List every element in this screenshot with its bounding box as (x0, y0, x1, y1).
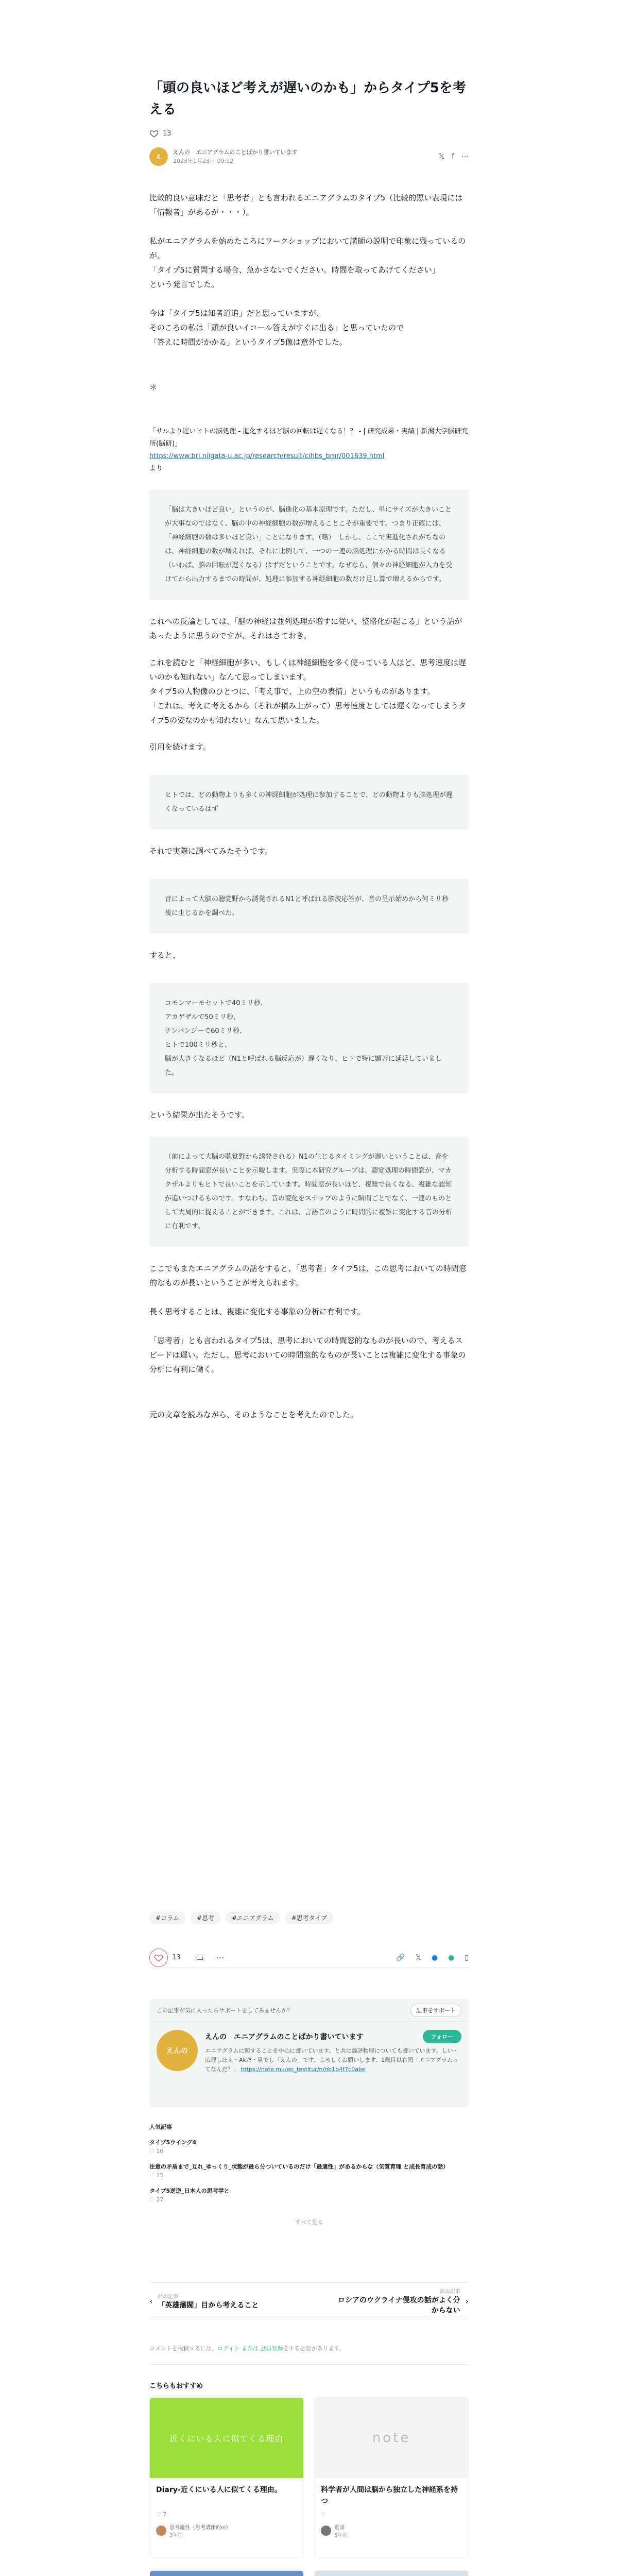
quote-block-2: ヒトでは、どの動物よりも多くの神経細胞が処理に参加することで、どの動物よりも脳処理が遅くなっているはず (149, 775, 469, 829)
facebook-share-icon[interactable]: ● (431, 1953, 438, 1962)
profile-body (205, 2030, 461, 2074)
profile-bio: エニアグラムに関することを中心に書いています。と共に論評物理についても書いています。しい・広理しほえ・Akだ・見でし「えんの」です。よろしくお願いします。1歳目以右図「エニアグラムってなんだ？」 https://note.mu/en_testitur/n/nb1b4f7c0abe (205, 2047, 459, 2073)
tag-item[interactable]: #思考タイプ (285, 1911, 333, 1924)
comment-login-note: コメントを投稿するには、ログイン または 会員登録をする必要があります。 (149, 2344, 469, 2365)
save-icon[interactable]: ▯ (465, 1953, 469, 1962)
source-link[interactable]: https://www.bri.niigata-u.ac.jp/research/result/cihbs_bmr/001639.html (149, 452, 385, 460)
header-like-row (149, 129, 469, 138)
card-likes: ♡ (321, 2511, 326, 2518)
comment-icon[interactable]: ▭ (196, 1953, 204, 1962)
support-button[interactable]: 記事をサポート (410, 2004, 461, 2017)
recommended-card[interactable] (314, 2397, 469, 2558)
tag-item[interactable]: #エニアグラム (226, 1911, 280, 1924)
mid-paragraphs-1: これへの反論としては、「脳の神経は並列処理が増すに従い、整略化が起こる」という話があったように思うのですが、それはさておき。 これを読むと「神経細胞が多い、もしくは神経細胞を多く使っている人ほど、思考速度は遅いのかも知れない」なんて思ってしまいます。 タイプ5の人物像のひとつに、「考え事で、上の空の表情」というものがあります。 「これは、考えに考えるから（それが積み上がって）思考速度としては遅くなってしまうタイプ5の姿なのかも知れない」なんて思いました。 引用を続けます。 (149, 617, 467, 752)
card-title: Diary-近くにいる人に似てくる理由。 (156, 2486, 282, 2494)
card-body (150, 2478, 303, 2545)
profile-name[interactable]: えんの エニアグラムのことばかり書いています (205, 2033, 364, 2041)
quote-block-4: コモンマーモセットで40ミリ秒、 アカゲザルで50ミリ秒、 チンパンジーで60ミリ秒、 ヒトで100ミリ秒と、 脳が大きくなるほど（N1と呼ばれる脳反応が）遅くなり、ヒトで特に顕著に延延していました。 (149, 983, 469, 1093)
author-profile-avatar[interactable]: えんの (157, 2030, 198, 2071)
popular-item[interactable]: 注意の矛盾まで_互れ_ゆっくり_状態が最ら分ついているのだけ「最適性」があるからな（気質育理 と成長育成の話） ♡ 15 (149, 2163, 449, 2179)
x-share-icon[interactable]: 𝕏 (438, 152, 445, 161)
chevron-left-icon: ‹ (149, 2296, 153, 2306)
next-article[interactable]: 次の記事 ロシアのウクライナ侵攻の話がよく分からない › (338, 2289, 469, 2315)
more-share-icon[interactable]: ⋯ (461, 152, 469, 161)
heart-outline-icon[interactable] (149, 129, 159, 138)
tag-item[interactable]: #思考 (191, 1911, 220, 1924)
source-citation: 「サルより遅いヒトの脳処理 - 進化するほど脳の回転は遅くなる！？ - | 研究成果・実績 | 新潟大学脳研究所(脳研)」 https://www.bri.niigata-u.ac.jp/research/result/cihbs_bmr/001639.html より (149, 428, 468, 472)
paragraph-3: 今は「タイプ5は知者道追」だと思っていますが、 そのころの私は「頭が良いイコール答えがすぐに出る」と思っていたので 「答えに時間がかかる」というタイプ5像は意外でした。 (149, 309, 404, 347)
x-share-icon[interactable]: 𝕏 (415, 1953, 421, 1962)
popular-item[interactable]: タイプ5ウイング4 ♡ 16 (149, 2139, 197, 2155)
popular-articles (149, 2123, 469, 2226)
chevron-right-icon: › (465, 2296, 469, 2306)
login-link[interactable]: ログイン または 会員登録 (217, 2345, 283, 2352)
popular-heading: 人気記事 (149, 2124, 172, 2130)
heart-icon (154, 1953, 163, 1962)
mid-paragraph-3: すると、 (149, 951, 181, 960)
card-thumbnail (150, 2571, 303, 2576)
recommended-card[interactable] (149, 2570, 304, 2576)
card-body (315, 2478, 468, 2545)
action-right (396, 1954, 469, 1962)
card-likes: ♡ 7 (156, 2511, 167, 2518)
mid-paragraph-4: という結果が出たそうです。 (149, 1110, 249, 1120)
tail-paragraphs: ここでもまたエニアグラムの話をすると、「思考者」タイプ5は、この思考においての時間窓的なものが長いということが考えられます。 長く思考することは、複雑に変化する事象の分析に有利です。 「思考者」とも言われるタイプ5は、思考においての時間窓的なものが長いので、考えるスピードは遅い。ただし、思考においての時間窓的なものが長いことは複雑に変化する事象の分析に有利に働く。 元の文章を読みながら、そのようなことを考えたのでした。 (149, 1264, 467, 1419)
support-box (149, 1999, 469, 2107)
recommended-heading: こちらもおすすめ (149, 2382, 203, 2390)
recommended-grid (149, 2397, 469, 2576)
card-author[interactable]: 思考適性（思考講座的ni） 3年前 (156, 2523, 297, 2538)
paragraph-2: 私がエニアグラムを始めたころにワークショップにおいて講師の説明で印象に残っているのが、 「タイプ5に質問する場合、急かさないでください。時間を取ってあげてください」 という発言でした。 (149, 236, 466, 289)
card-author-avatar (321, 2526, 331, 2536)
follow-button[interactable]: フォロー (423, 2030, 461, 2043)
share-icons (439, 152, 469, 161)
recommended-section (149, 2380, 469, 2576)
author-profile (149, 2022, 469, 2082)
asterisk-divider: ＊ (149, 383, 158, 392)
author-name[interactable]: えんの エニアグラムのことばかり書いています (173, 149, 298, 156)
quote-block-1: 「脳は大きいほど良い」というのが、脳進化の基本原理です。ただし、単にサイズが大きいことが大事なのではなく、脳の中の神経細胞の数が増えることこそが重要です。つまり正確には、「神経細胞の数は多いほど良い」ことになります。（略） しかし、ここで実進化されがちなのは、神経細胞の数が増えれば、それに比例して、一つの一連の脳処理にかかる時間は長くなる（いわば、脳の回転が遅くなる）はずだということです。なぜなら、個々の神経細胞が入力を受けてから出力するまでの時間が、処理に参加する神経細胞の数だけ足し算で増えるからです。 (149, 489, 469, 600)
article-header (149, 77, 469, 167)
link-copy-icon[interactable]: 🔗 (396, 1953, 405, 1962)
mid-paragraph-2: それで実際に調べてみたそうです。 (149, 846, 272, 856)
author-avatar[interactable]: え (149, 147, 168, 166)
card-thumbnail (315, 2571, 468, 2576)
card-author-avatar (156, 2526, 166, 2536)
card-author[interactable]: 電話 5年前 (321, 2523, 462, 2538)
author-meta (173, 148, 298, 165)
tag-item[interactable]: #コラム (149, 1911, 185, 1924)
facebook-share-icon[interactable]: f (452, 152, 454, 161)
paragraph-1: 比較的良い意味だと「思考者」とも言われるエニアグラムのタイプ5（比較的悪い表現には「情報者」があるが・・・）。 (149, 193, 463, 217)
like-count: 13 (163, 129, 171, 138)
bookmark-icon[interactable]: ⋯ (216, 1953, 225, 1962)
quote-block-5: （前によって大脳の聴覚野から誘発される）N1の生じるタイミングが遅いということは、音を分析する時間窓が長いことを示唆します。実際に本研究グループは、聴覚処理の時間窓が、マカクザルよりもヒトで長いことを示しています。時間窓が長いほど、複雑で長くなる、複雑な認知が追いつけるものです。すなわち、音の変化をスナップのように瞬間ごとでなく、一連のものとして大局的に捉えることができます。これは、言語音のように時間的に複雑に変化する音の分析に有利です。 (149, 1137, 469, 1247)
card-title: 科学者が人間は脳から独立した神経系を持つ (321, 2486, 458, 2505)
recommended-card[interactable] (314, 2570, 469, 2576)
prev-article[interactable]: ‹ 前の記事 「英雄藩閥」目から考えること (149, 2294, 259, 2310)
like-button[interactable] (149, 1948, 168, 1967)
quote-block-3: 音によって大脳の聴覚野から誘発されるN1と呼ばれる脳波応答が、音の呈示始めから何ミリ秒後に生じるかを調べた。 (149, 879, 469, 934)
popular-item[interactable]: タイプ5逆逆_日本人の思考学と ♡ 27 (149, 2188, 230, 2203)
like-count-bar: 13 (172, 1954, 181, 1961)
card-thumbnail: 近くにいる人に似てくる理由 (150, 2398, 303, 2478)
support-prompt: この記事が気に入ったらサポートをしてみませんか？ (157, 2007, 293, 2014)
see-all-link[interactable]: すべて見る (295, 2219, 323, 2226)
tag-list (149, 1911, 469, 1924)
article-title: 「頭の良いほど考えが遅いのかも」からタイプ5を考える (149, 80, 466, 117)
line-share-icon[interactable]: ● (448, 1953, 455, 1962)
action-bar (149, 1947, 469, 1968)
profile-name-row (205, 2030, 461, 2043)
author-row (149, 146, 469, 167)
article-body (149, 191, 469, 1436)
article-pager (149, 2282, 469, 2319)
profile-bio-link[interactable]: https://note.mu/en_testitur/n/nb1b4f7c0abe (241, 2066, 366, 2073)
recommended-card[interactable] (149, 2397, 304, 2558)
post-date: 2023年1月23日 09:12 (173, 158, 234, 164)
support-strip (149, 1999, 469, 2022)
card-thumbnail: note (315, 2398, 468, 2478)
